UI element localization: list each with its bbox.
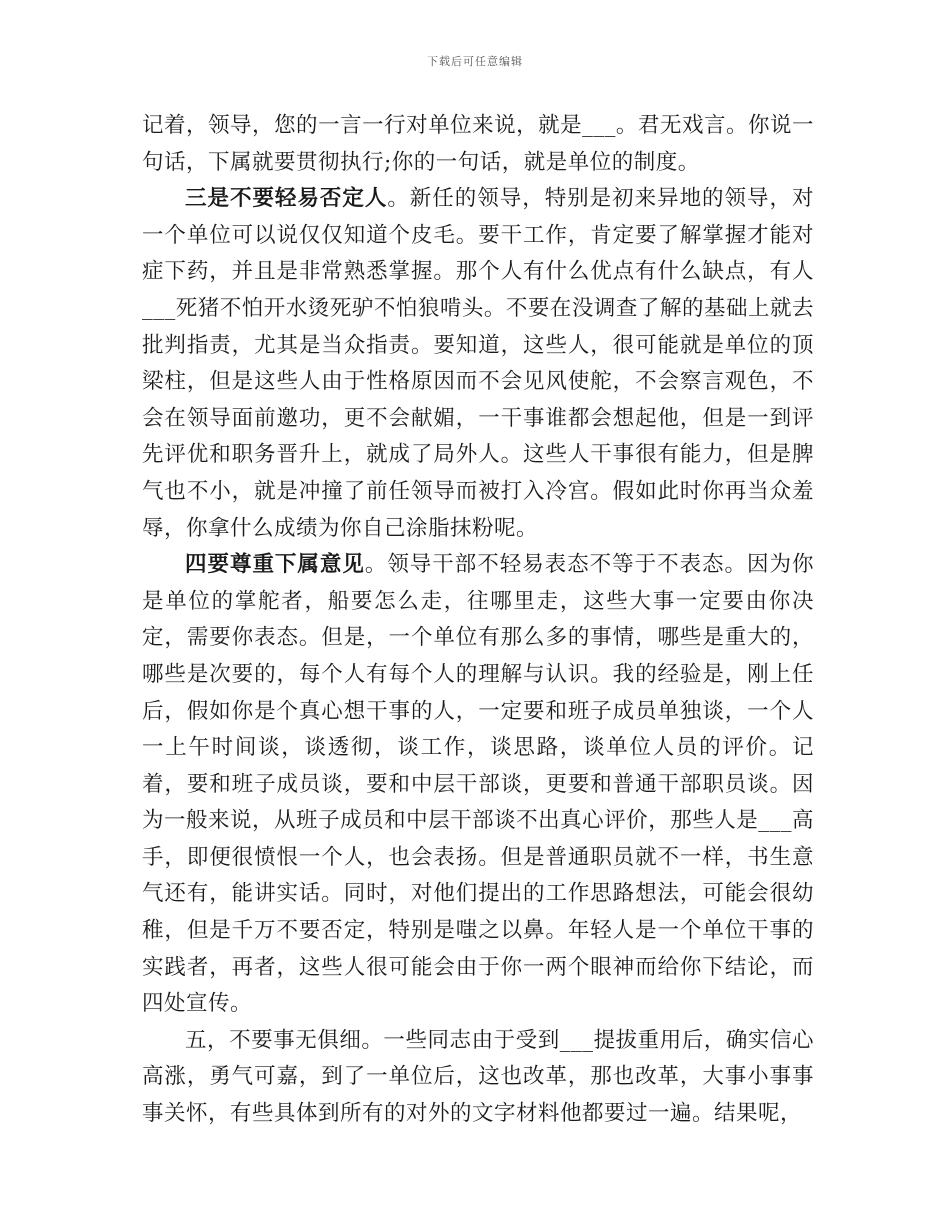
paragraph-3 bbox=[142, 547, 814, 1023]
paragraph-2-text: 。新任的领导，特别是初来异地的领导，对一个单位可以说仅仅知道个皮毛。要干工作，肯定要了解掌握才能对症下药，并且是非常熟悉掌握。那个人有什么优点有什么缺点，有人___死猪不怕开水烫死驴不怕狼啃头。不要在没调查了解的基础上就去批判指责，尤其是当众指责。要知道，这些人，很可能就是单位的顶梁柱，但是这些人由于性格原因而不会见风使舵，不会察言观色，不会在领导面前邀功，更不会献媚，一干事谁都会想起他，但是一到评先评优和职务晋升上，就成了局外人。这些人干事很有能力，但是脾气也不小，就是冲撞了前任领导而被打入冷宫。假如此时你再当众羞辱，你拿什么成绩为你自己涂脂抹粉呢。 bbox=[142, 186, 814, 541]
paragraph-2 bbox=[142, 181, 814, 547]
document-body bbox=[142, 108, 814, 1133]
paragraph-1 bbox=[142, 108, 814, 181]
page-header: 下载后可任意编辑 bbox=[427, 55, 523, 68]
paragraph-4 bbox=[142, 1023, 814, 1133]
paragraph-3-text: 。领导干部不轻易表态不等于不表态。因为你是单位的掌舵者，船要怎么走，往哪里走，这些大事一定要由你决定，需要你表态。但是，一个单位有那么多的事情，哪些是重大的，哪些是次要的，每个人有每个人的理解与认识。我的经验是，刚上任后，假如你是个真心想干事的人，一定要和班子成员单独谈，一个人一上午时间谈，谈透彻，谈工作，谈思路，谈单位人员的评价。记着，要和班子成员谈，要和中层干部谈，更要和普通干部职员谈。因为一般来说，从班子成员和中层干部谈不出真心评价，那些人是___高手，即便很愤恨一个人，也会表扬。但是普通职员就不一样，书生意气还有，能讲实话。同时，对他们提出的工作思路想法，可能会很幼稚，但是千万不要否定，特别是嗤之以鼻。年轻人是一个单位干事的实践者，再者，这些人很可能会由于你一两个眼神而给你下结论，而四处宣传。 bbox=[142, 552, 814, 1017]
paragraph-1-text: 记着，领导，您的一言一行对单位来说，就是___。君无戏言。你说一句话，下属就要贯彻执行;你的一句话，就是单位的制度。 bbox=[142, 113, 814, 175]
paragraph-2-heading: 三是不要轻易否定人 bbox=[185, 186, 388, 212]
paragraph-4-text: 五，不要事无俱细。一些同志由于受到___提拔重用后，确实信心高涨，勇气可嘉，到了一单位后，这也改革，那也改革，大事小事事事关怀，有些具体到所有的对外的文字材料他都要过一遍。结果呢， bbox=[142, 1027, 814, 1127]
paragraph-3-heading: 四要尊重下属意见 bbox=[185, 552, 365, 578]
